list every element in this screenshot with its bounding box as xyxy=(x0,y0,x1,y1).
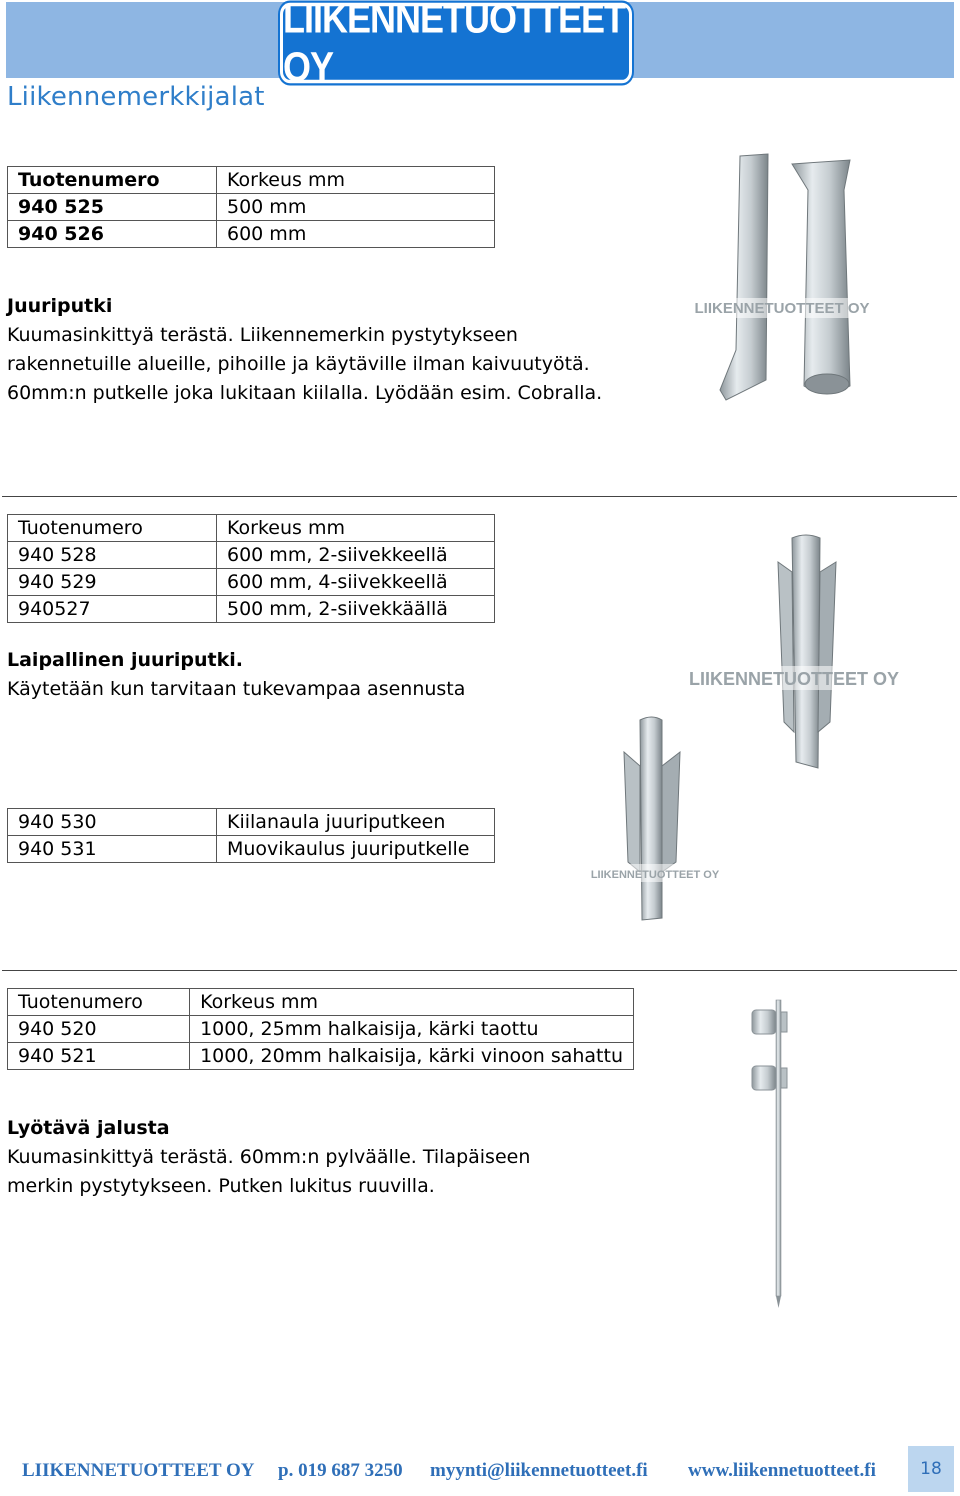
table-cell: Korkeus mm xyxy=(217,515,495,542)
table-cell: 500 mm xyxy=(217,194,495,221)
table-cell: 1000, 25mm halkaisija, kärki taottu xyxy=(190,1016,634,1043)
section-heading: Lyötävä jalusta xyxy=(7,1117,170,1139)
table-header-row xyxy=(8,989,634,1016)
table-cell: Kiilanaula juuriputkeen xyxy=(217,809,495,836)
table-cell: 940 526 xyxy=(8,221,217,248)
driven-stake-photo xyxy=(740,996,810,1312)
page-number: 18 xyxy=(908,1446,954,1492)
description-line: Käytetään kun tarvitaan tukevampaa asennusta xyxy=(7,678,466,700)
table-row xyxy=(8,809,495,836)
table-row xyxy=(8,836,495,863)
table-cell: 600 mm, 2-siivekkeellä xyxy=(217,542,495,569)
description-laipallinen xyxy=(7,646,465,704)
company-logo: LIIKENNETUOTTEET OY xyxy=(280,3,632,84)
table-cell: Muovikaulus juuriputkelle xyxy=(217,836,495,863)
description-line: rakennetuille alueille, pihoille ja käytäville ilman kaivuutyötä. xyxy=(7,353,590,375)
table-cell: 940 531 xyxy=(8,836,217,863)
table-cell: Tuotenumero xyxy=(8,989,190,1016)
table-cell: 1000, 20mm halkaisija, kärki vinoon sahattu xyxy=(190,1043,634,1070)
footer-company: LIIKENNETUOTTEET OY xyxy=(22,1460,255,1481)
description-lyotava xyxy=(7,1114,530,1201)
spec-table-lyotava xyxy=(7,988,634,1070)
table-row xyxy=(8,1016,634,1043)
table-row xyxy=(8,596,495,623)
table-cell: Tuotenumero xyxy=(8,167,217,194)
description-line: Kuumasinkittyä terästä. Liikennemerkin pystytykseen xyxy=(7,324,518,346)
flanged-tube-photo xyxy=(688,532,900,776)
table-cell: 940 528 xyxy=(8,542,217,569)
wedge-nail-photo xyxy=(590,712,720,926)
description-line: merkin pystytykseen. Putken lukitus ruuvilla. xyxy=(7,1175,435,1197)
table-cell: 940 529 xyxy=(8,569,217,596)
table-cell: 940 520 xyxy=(8,1016,190,1043)
table-cell: 940 525 xyxy=(8,194,217,221)
spec-table-laipallinen xyxy=(7,514,495,623)
section-heading: Juuriputki xyxy=(7,295,113,317)
section-divider xyxy=(2,970,957,971)
description-line: Kuumasinkittyä terästä. 60mm:n pylväälle. Tilapäiseen xyxy=(7,1146,531,1168)
footer-phone: p. 019 687 3250 xyxy=(278,1460,403,1481)
description-line: 60mm:n putkelle joka lukitaan kiilalla. Lyödään esim. Cobralla. xyxy=(7,382,603,404)
table-cell: 940 530 xyxy=(8,809,217,836)
description-juuriputki xyxy=(7,292,602,408)
table-cell: Tuotenumero xyxy=(8,515,217,542)
page-footer xyxy=(0,1452,960,1492)
footer-website[interactable]: www.liikennetuotteet.fi xyxy=(688,1460,876,1481)
spec-table-juuriputki xyxy=(7,166,495,248)
ground-tube-photo xyxy=(694,150,870,406)
page-title: Liikennemerkkijalat xyxy=(7,82,265,112)
spec-table-accessories xyxy=(7,808,495,863)
table-cell: 500 mm, 2-siivekkäällä xyxy=(217,596,495,623)
table-row xyxy=(8,194,495,221)
table-cell: 940 521 xyxy=(8,1043,190,1070)
table-row xyxy=(8,1043,634,1070)
table-cell: Korkeus mm xyxy=(217,167,495,194)
table-cell: Korkeus mm xyxy=(190,989,634,1016)
footer-email[interactable]: myynti@liikennetuotteet.fi xyxy=(430,1460,648,1481)
table-cell: 940527 xyxy=(8,596,217,623)
image-watermark: LIIKENNETUOTTEET OY xyxy=(590,869,720,881)
table-row xyxy=(8,221,495,248)
table-cell: 600 mm xyxy=(217,221,495,248)
image-watermark: LIIKENNETUOTTEET OY xyxy=(694,300,870,317)
table-header-row xyxy=(8,167,495,194)
image-watermark: LIIKENNETUOTTEET OY xyxy=(688,669,900,689)
table-row xyxy=(8,542,495,569)
table-row xyxy=(8,569,495,596)
section-divider xyxy=(2,496,957,497)
table-cell: 600 mm, 4-siivekkeellä xyxy=(217,569,495,596)
table-header-row xyxy=(8,515,495,542)
section-heading: Laipallinen juuriputki. xyxy=(7,649,243,671)
